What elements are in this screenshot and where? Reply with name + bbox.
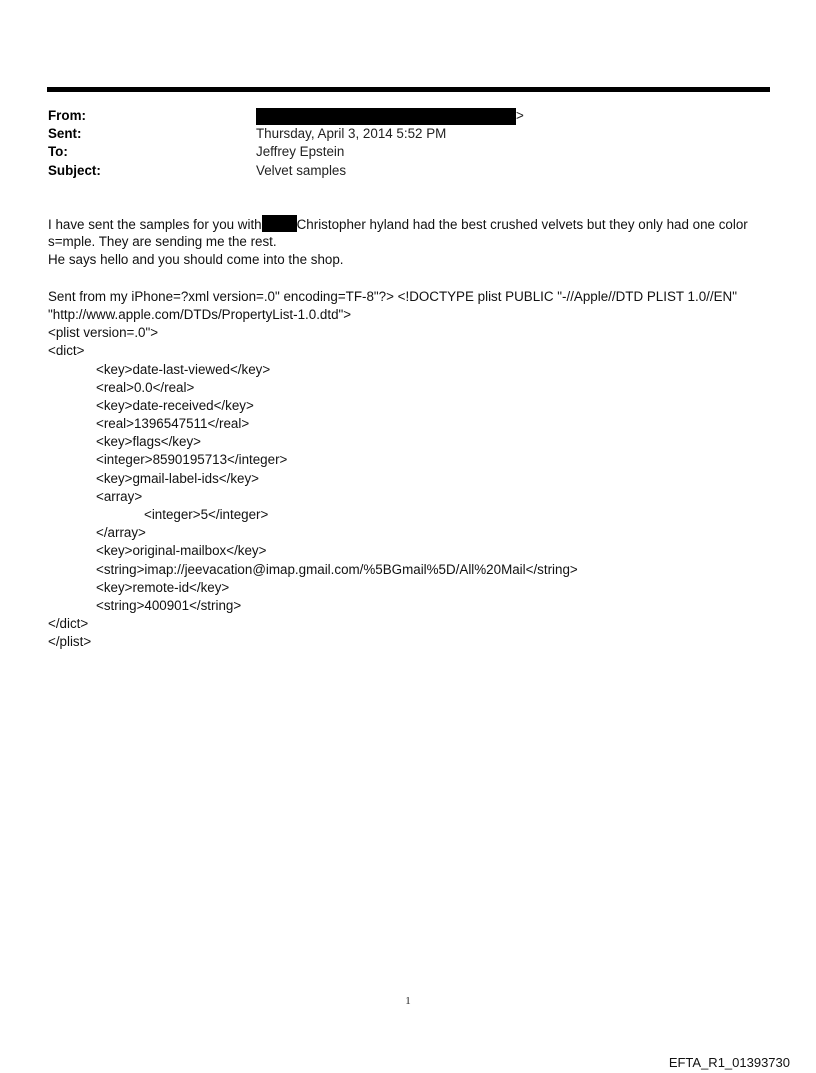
signature-line: "http://www.apple.com/DTDs/PropertyList-1.0.dtd"> [48,306,352,322]
plist-line: <real>1396547511</real> [96,416,250,432]
to-label: To: [48,144,68,160]
from-value [256,107,524,125]
plist-line: </dict> [48,616,89,632]
plist-line: <integer>5</integer> [144,507,269,522]
from-label: From: [48,108,86,123]
redaction-box [262,215,297,232]
plist-line: </array> [96,525,146,541]
email-body [48,215,778,652]
sent-label: Sent: [48,126,82,142]
subject-value: Velvet samples [256,162,347,178]
from-row [48,107,768,125]
body-line: He says hello and you should come into the shop. [48,252,344,268]
plist-line: <key>gmail-label-ids</key> [96,470,260,486]
plist-line: <key>flags</key> [96,434,201,450]
plist-line: <plist version=.0"> [48,325,159,341]
plist-line: <dict> [48,343,85,359]
blank-line [48,270,778,288]
signature-line: Sent from my iPhone=?xml version=.0" encoding=TF-8"?> <!DOCTYPE plist PUBLIC "-//Apple//DTD PLIST 1.0//EN" [48,288,737,304]
from-suffix: > [516,108,524,123]
email-header [48,107,768,180]
document-id: EFTA_R1_01393730 [668,1055,790,1070]
to-row [48,143,768,161]
page-number: 1 [405,995,411,1007]
plist-line: <key>original-mailbox</key> [96,543,267,559]
plist-line: <key>date-received</key> [96,397,254,413]
body-line: s=mple. They are sending me the rest. [48,234,277,250]
plist-line: <string>imap://jeevacation@imap.gmail.com/%5BGmail%5D/All%20Mail</string> [96,561,578,577]
plist-line: <array> [96,488,143,504]
plist-line: <string>400901</string> [96,597,242,613]
redaction-box [256,108,516,125]
plist-line: </plist> [48,634,92,650]
plist-line: <key>remote-id</key> [96,579,230,595]
body-line1-end: Christopher hyland had the best crushed velvets but they only had one color [296,217,748,232]
sent-row [48,125,768,143]
subject-label: Subject: [48,162,101,178]
header-rule [47,87,770,92]
sent-value: Thursday, April 3, 2014 5:52 PM [256,126,447,142]
body-line1-start: I have sent the samples for you with [48,217,262,232]
body-line [48,215,778,233]
to-value: Jeffrey Epstein [256,144,345,160]
plist-line: <real>0.0</real> [96,379,195,395]
plist-line: <integer>8590195713</integer> [96,452,288,468]
subject-row [48,162,768,180]
plist-line: <key>date-last-viewed</key> [96,361,271,377]
